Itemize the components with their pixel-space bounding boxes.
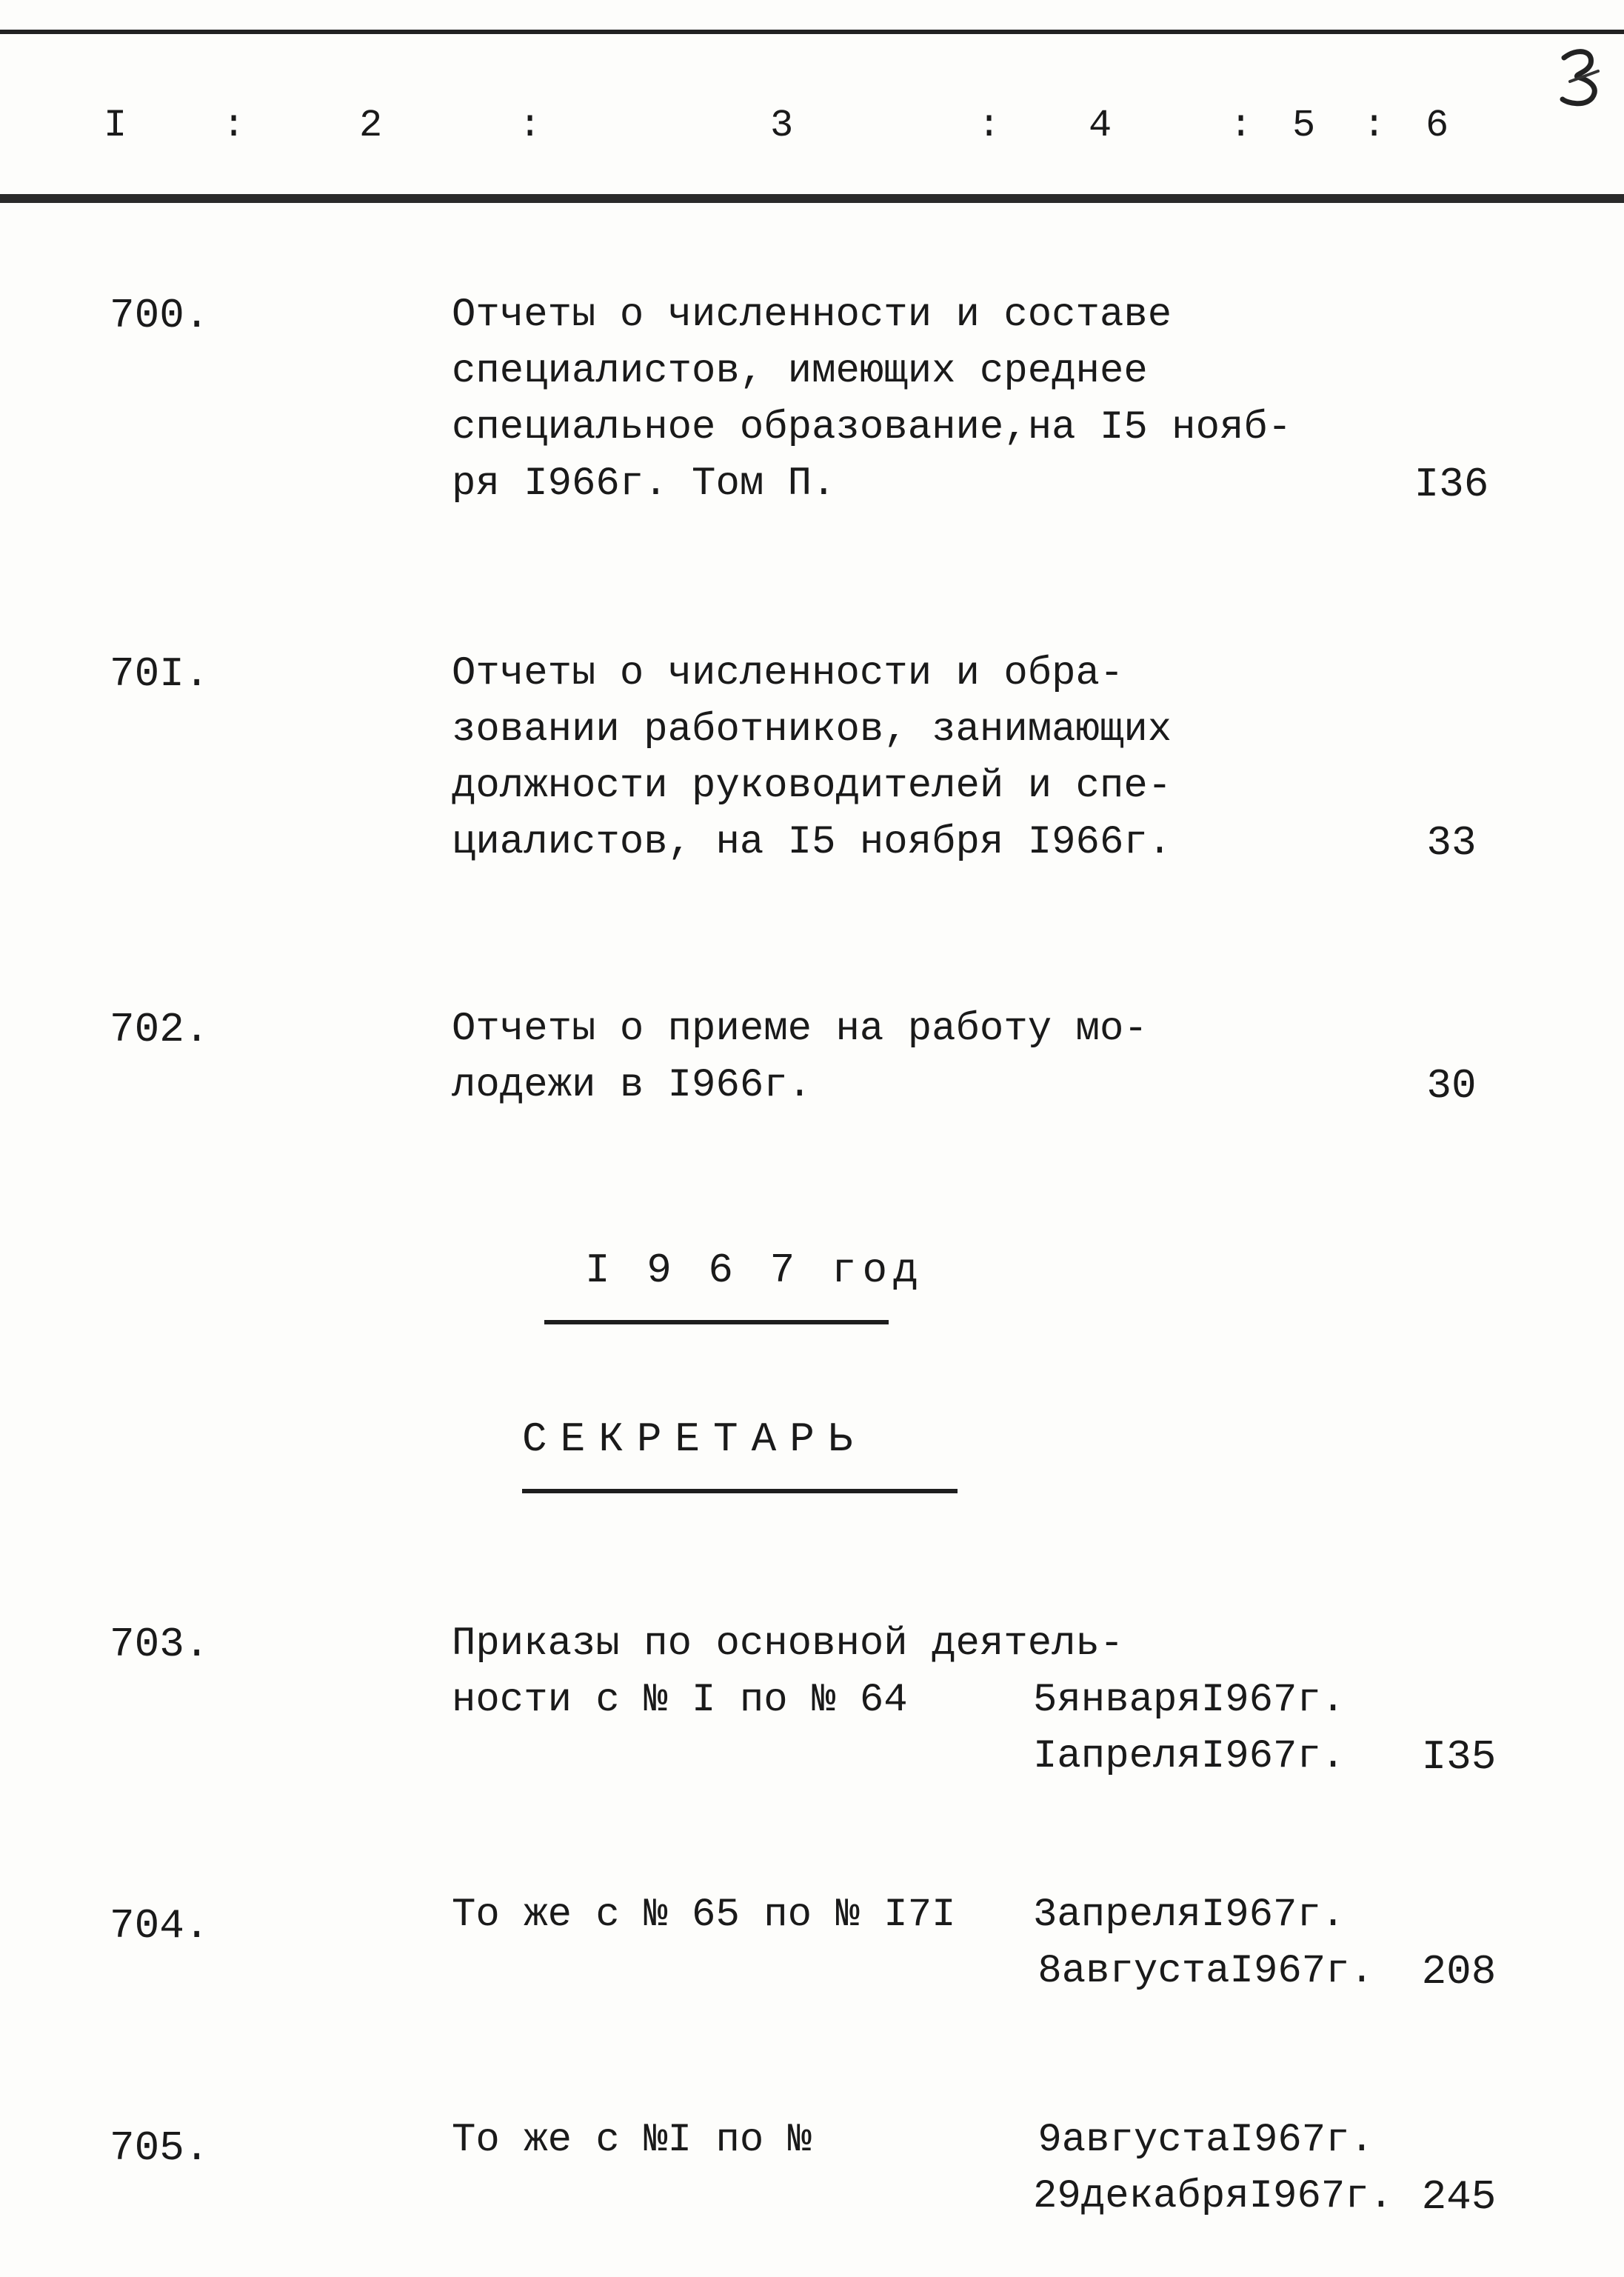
entry-sheet-count: 245 xyxy=(1421,2173,1497,2221)
entry-sheet-count: 30 xyxy=(1426,1062,1477,1110)
section-heading-underline xyxy=(522,1489,958,1493)
entry-date-to: 29декабряI967г. xyxy=(1033,2174,1394,2219)
entry-number: 70I. xyxy=(110,650,210,698)
entry-sheet-count: 33 xyxy=(1426,819,1477,867)
top-rule xyxy=(0,30,1624,34)
entry-date-from: 9августаI967г. xyxy=(1037,2118,1374,2163)
entry-title-line: Отчеты о численности и составе xyxy=(452,293,1172,338)
entry-title-line: циалистов, на I5 ноября I966г. xyxy=(452,820,1172,865)
section-heading: СЕКРЕТАРЬ xyxy=(522,1416,866,1463)
entry-date-to: IапреляI967г. xyxy=(1033,1734,1346,1779)
column-header-3: 3 xyxy=(770,104,794,147)
entry-title-line: Отчеты о численности и обра- xyxy=(452,651,1124,696)
entry-number: 700. xyxy=(110,292,210,339)
entry-sheet-count: I35 xyxy=(1421,1733,1497,1781)
entry-number: 704. xyxy=(110,1902,210,1950)
entry-title-line: Отчеты о приеме на работу мо- xyxy=(452,1007,1148,1052)
entry-title-line: специальное образование,на I5 нояб- xyxy=(452,405,1292,450)
entry-title-line: ности с № I по № 64 xyxy=(452,1678,908,1723)
entry-sheet-count: I36 xyxy=(1414,461,1489,508)
entry-number: 703. xyxy=(110,1621,210,1668)
entry-title-line: зовании работников, занимающих xyxy=(452,707,1172,753)
entry-title-line: лодежи в I966г. xyxy=(452,1063,812,1108)
entry-sheet-count: 208 xyxy=(1421,1948,1497,1996)
year-heading-underline xyxy=(544,1320,889,1324)
column-header-5: 5 xyxy=(1292,104,1316,147)
entry-title xyxy=(452,1001,1266,1114)
entry-date-from: 5январяI967г. xyxy=(1033,1678,1346,1723)
entry-title-line: ря I966г. Том П. xyxy=(452,461,836,507)
entry-number: 705. xyxy=(110,2124,210,2172)
entry-title xyxy=(452,287,1292,513)
header-bottom-rule xyxy=(0,194,1624,203)
entry-title-line: То же с №I по № xyxy=(452,2118,812,2163)
column-header-4: 4 xyxy=(1089,104,1112,147)
column-separator: : xyxy=(1363,104,1386,147)
year-heading: I 9 6 7 год xyxy=(585,1247,924,1294)
entry-number: 702. xyxy=(110,1006,210,1053)
entry-title-line: Приказы по основной деятель- xyxy=(452,1621,1124,1667)
entry-date-from: 3апреляI967г. xyxy=(1033,1893,1346,1938)
column-separator: : xyxy=(1229,104,1253,147)
column-separator: : xyxy=(978,104,1001,147)
column-separator: : xyxy=(518,104,542,147)
entry-title-line: специалистов, имеющих среднее xyxy=(452,349,1148,394)
entry-title-line: должности руководителей и спе- xyxy=(452,764,1172,809)
column-header-2: 2 xyxy=(359,104,383,147)
handwritten-page-mark xyxy=(1555,44,1607,111)
entry-title-line: То же с № 65 по № I7I xyxy=(452,1893,956,1938)
column-separator: : xyxy=(222,104,246,147)
column-header-6: 6 xyxy=(1426,104,1449,147)
column-header-1: I xyxy=(104,104,127,147)
entry-title xyxy=(452,646,1266,871)
entry-date-to: 8августаI967г. xyxy=(1037,1949,1374,1994)
